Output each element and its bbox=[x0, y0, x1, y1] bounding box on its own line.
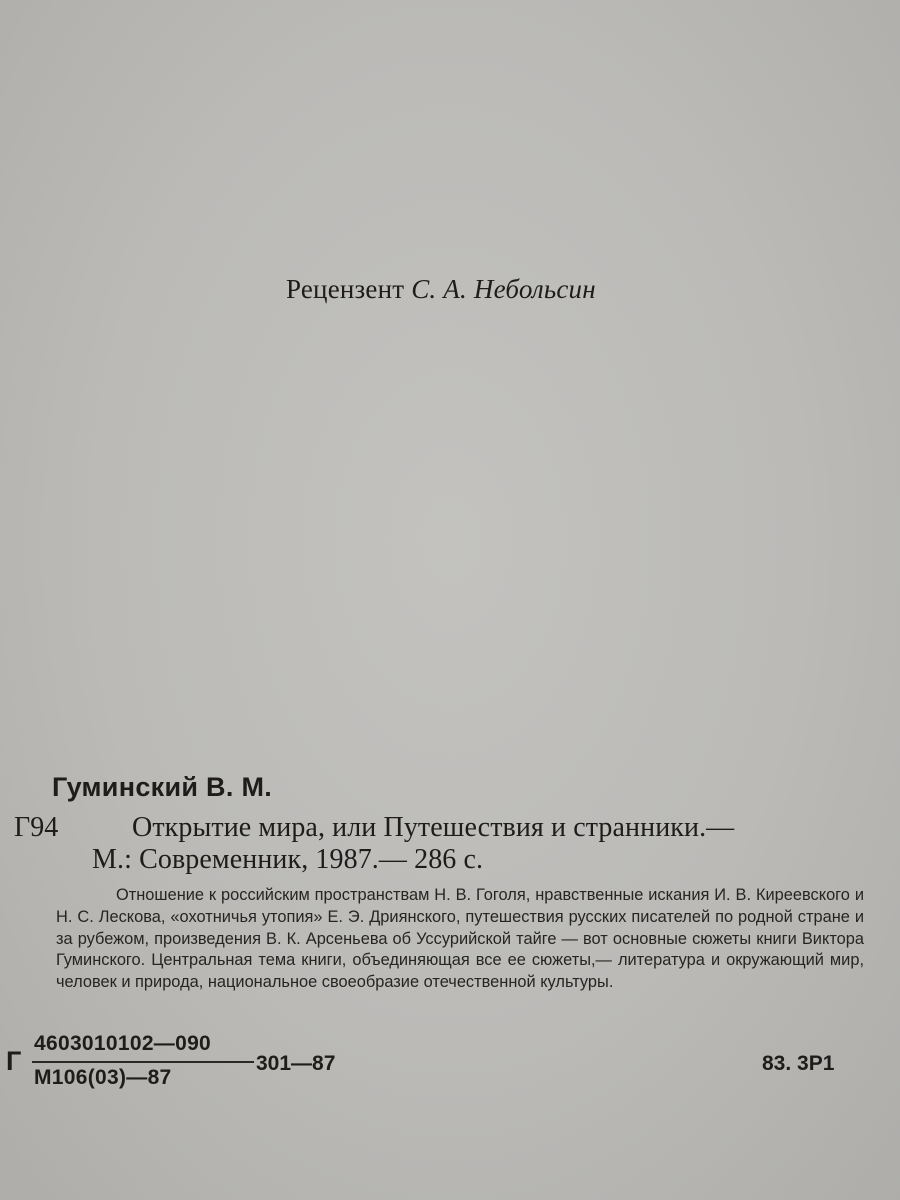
catalog-code: Г94 bbox=[14, 812, 59, 843]
reviewer-label: Рецензент bbox=[286, 274, 412, 304]
title-line-2: М.: Современник, 1987.— 286 с. bbox=[92, 844, 484, 875]
reviewer-line bbox=[286, 274, 596, 305]
bbk-index: 83. 3Р1 bbox=[762, 1052, 835, 1075]
bbk-denominator: М106(03)—87 bbox=[34, 1066, 172, 1089]
annotation-paragraph: Отношение к российским пространствам Н. В. Гоголя, нравственные искания И. В. Киреевского и Н. С. Лескова, «охотничья утопия» Е. Э. Дриянского, путешествия русских писателей по родной стране и за рубежом, произведения В. К. Арсеньева об Уссурийской тайге — вот основные сюжеты книги Виктора Гуминского. Центральная тема книги, объединяющая все ее сюжеты,— литература и окружающий мир, человек и природа, национальное своеобразие отечественной культуры. bbox=[56, 886, 864, 992]
author-name: Гуминский В. М. bbox=[52, 772, 273, 802]
bbk-fraction-line bbox=[32, 1061, 254, 1063]
reviewer-name: С. А. Небольсин bbox=[411, 274, 596, 304]
bbk-extra-code: 301—87 bbox=[256, 1052, 336, 1075]
bbk-numerator: 4603010102—090 bbox=[34, 1032, 212, 1055]
title-line-1: Открытие мира, или Путешествия и странники.— bbox=[132, 812, 735, 843]
bbk-letter: Г bbox=[6, 1046, 22, 1076]
